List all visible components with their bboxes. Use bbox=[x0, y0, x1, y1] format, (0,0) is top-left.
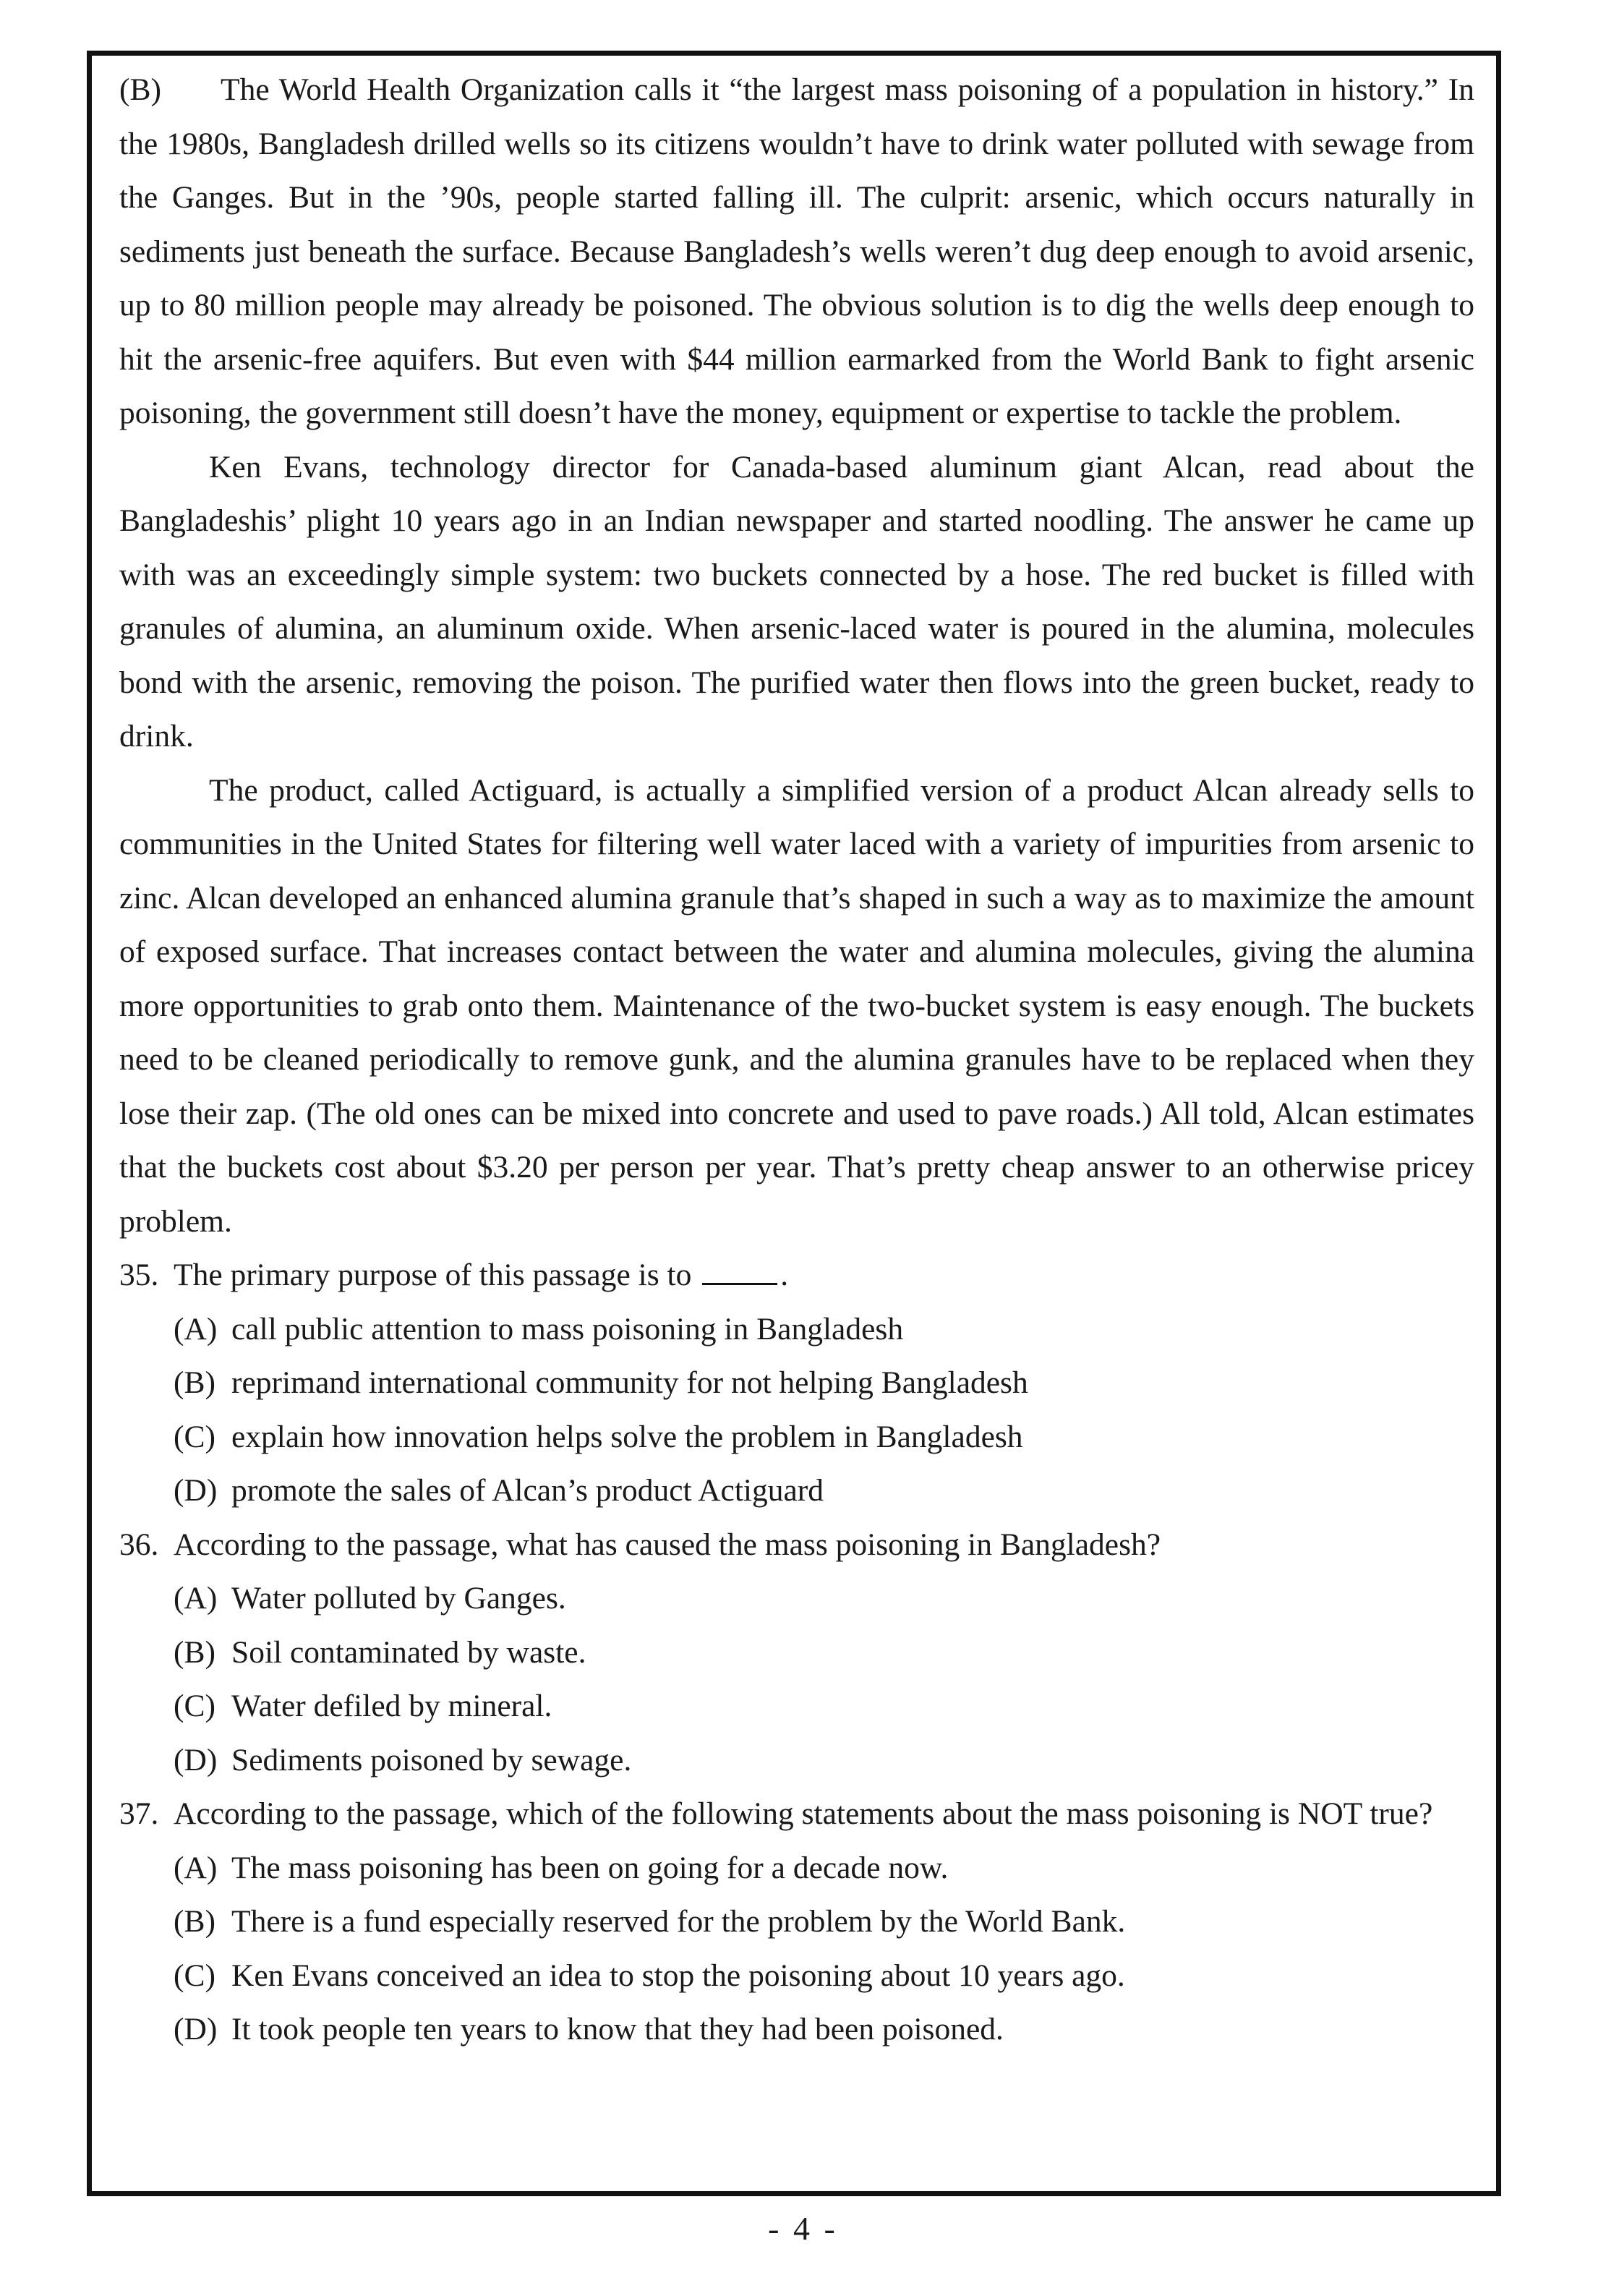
question-stem bbox=[119, 1518, 1474, 1572]
option-letter: (B) bbox=[174, 1904, 215, 1939]
question-text: According to the passage, which of the following statements about the mass poisoning is NOT true? bbox=[174, 1796, 1433, 1831]
option-letter: (A) bbox=[174, 1581, 218, 1616]
question-stem bbox=[119, 1248, 1474, 1302]
question-number: 36. bbox=[119, 1527, 159, 1562]
option-text: reprimand international community for not helping Bangladesh bbox=[231, 1365, 1028, 1400]
option-c[interactable] bbox=[119, 1410, 1474, 1464]
page-number: - 4 - bbox=[768, 2210, 838, 2247]
option-text: The mass poisoning has been on going for a decade now. bbox=[231, 1850, 949, 1885]
question-number: 35. bbox=[119, 1258, 159, 1292]
option-text: Soil contaminated by waste. bbox=[231, 1634, 586, 1670]
question-36 bbox=[119, 1518, 1474, 1788]
passage-b bbox=[119, 63, 1474, 2057]
paragraph-text: The World Health Organization calls it “the largest mass poisoning of a population in history.” In the 1980s, Bangladesh drilled wells so its citizens wouldn’t have to drink water polluted with sewage from the Ganges. But in the ’90s, people started falling ill. The culprit: arsenic, which occurs naturally in sediments just beneath the surface. Because Bangladesh’s wells weren’t dug deep enough to avoid arsenic, up to 80 million people may already be poisoned. The obvious solution is to dig the wells deep enough to hit the arsenic-free aquifers. But even with $44 million earmarked from the World Bank to fight arsenic poisoning, the government still doesn’t have the money, equipment or expertise to tackle the problem. bbox=[119, 72, 1474, 430]
passage-paragraph-3: The product, called Actiguard, is actually a simplified version of a product Alcan already sells to communities in the United States for filtering well water laced with a variety of impurities from arsenic to zinc. Alcan developed an enhanced alumina granule that’s shaped in such a way as to maximize the amount of exposed surface. That increases contact between the water and alumina molecules, giving the alumina more opportunities to grab onto them. Maintenance of the two-bucket system is easy enough. The buckets need to be cleaned periodically to remove gunk, and the alumina granules have to be replaced when they lose their zap. (The old ones can be mixed into concrete and used to pave roads.) All told, Alcan estimates that the buckets cost about $3.20 per person per year. That’s pretty cheap answer to an otherwise pricey problem. bbox=[119, 772, 1474, 1239]
option-letter: (B) bbox=[174, 1365, 215, 1400]
option-letter: (D) bbox=[174, 1742, 218, 1778]
option-text: call public attention to mass poisoning in Bangladesh bbox=[231, 1311, 904, 1347]
option-letter: (B) bbox=[174, 1634, 215, 1670]
question-stem bbox=[119, 1787, 1474, 1841]
option-text: Ken Evans conceived an idea to stop the poisoning about 10 years ago. bbox=[231, 1958, 1125, 1993]
option-text: Water defiled by mineral. bbox=[231, 1689, 552, 1723]
option-d[interactable] bbox=[119, 2002, 1474, 2057]
option-letter: (A) bbox=[174, 1311, 218, 1347]
option-a[interactable] bbox=[119, 1841, 1474, 1895]
exam-page-frame bbox=[87, 51, 1501, 2196]
option-a[interactable] bbox=[119, 1571, 1474, 1626]
option-letter: (A) bbox=[174, 1850, 218, 1885]
option-text: There is a fund especially reserved for the problem by the World Bank. bbox=[231, 1904, 1126, 1939]
passage-label: (B) bbox=[119, 72, 161, 107]
question-number: 37. bbox=[119, 1796, 159, 1831]
option-letter: (D) bbox=[174, 1473, 218, 1508]
option-letter: (C) bbox=[174, 1958, 215, 1993]
option-letter: (D) bbox=[174, 2012, 218, 2047]
option-text: promote the sales of Alcan’s product Actiguard bbox=[231, 1473, 824, 1508]
option-letter: (C) bbox=[174, 1419, 215, 1454]
option-c[interactable] bbox=[119, 1949, 1474, 2003]
option-a[interactable] bbox=[119, 1302, 1474, 1357]
question-text: According to the passage, what has caused the mass poisoning in Bangladesh? bbox=[174, 1527, 1161, 1562]
option-text: explain how innovation helps solve the problem in Bangladesh bbox=[231, 1419, 1023, 1454]
option-b[interactable] bbox=[119, 1356, 1474, 1410]
option-text: It took people ten years to know that they had been poisoned. bbox=[231, 2012, 1004, 2047]
question-text: The primary purpose of this passage is to bbox=[174, 1258, 692, 1292]
answer-blank bbox=[702, 1282, 777, 1285]
option-d[interactable] bbox=[119, 1464, 1474, 1518]
passage-paragraph-1 bbox=[119, 63, 1474, 440]
question-35 bbox=[119, 1248, 1474, 1518]
option-b[interactable] bbox=[119, 1895, 1474, 1949]
option-d[interactable] bbox=[119, 1733, 1474, 1788]
question-37 bbox=[119, 1787, 1474, 2057]
option-text: Sediments poisoned by sewage. bbox=[231, 1742, 632, 1778]
option-letter: (C) bbox=[174, 1689, 215, 1723]
option-c[interactable] bbox=[119, 1679, 1474, 1733]
option-text: Water polluted by Ganges. bbox=[231, 1581, 566, 1616]
option-b[interactable] bbox=[119, 1626, 1474, 1680]
passage-paragraph-2: Ken Evans, technology director for Canada-based aluminum giant Alcan, read about the Bangladeshis’ plight 10 years ago in an Indian newspaper and started noodling. The answer he came up with was an exceedingly simple system: two buckets connected by a hose. The red bucket is filled with granules of alumina, an aluminum oxide. When arsenic-laced water is poured in the alumina, molecules bond with the arsenic, removing the poison. The purified water then flows into the green bucket, ready to drink. bbox=[119, 449, 1474, 754]
question-suffix: . bbox=[780, 1258, 789, 1292]
